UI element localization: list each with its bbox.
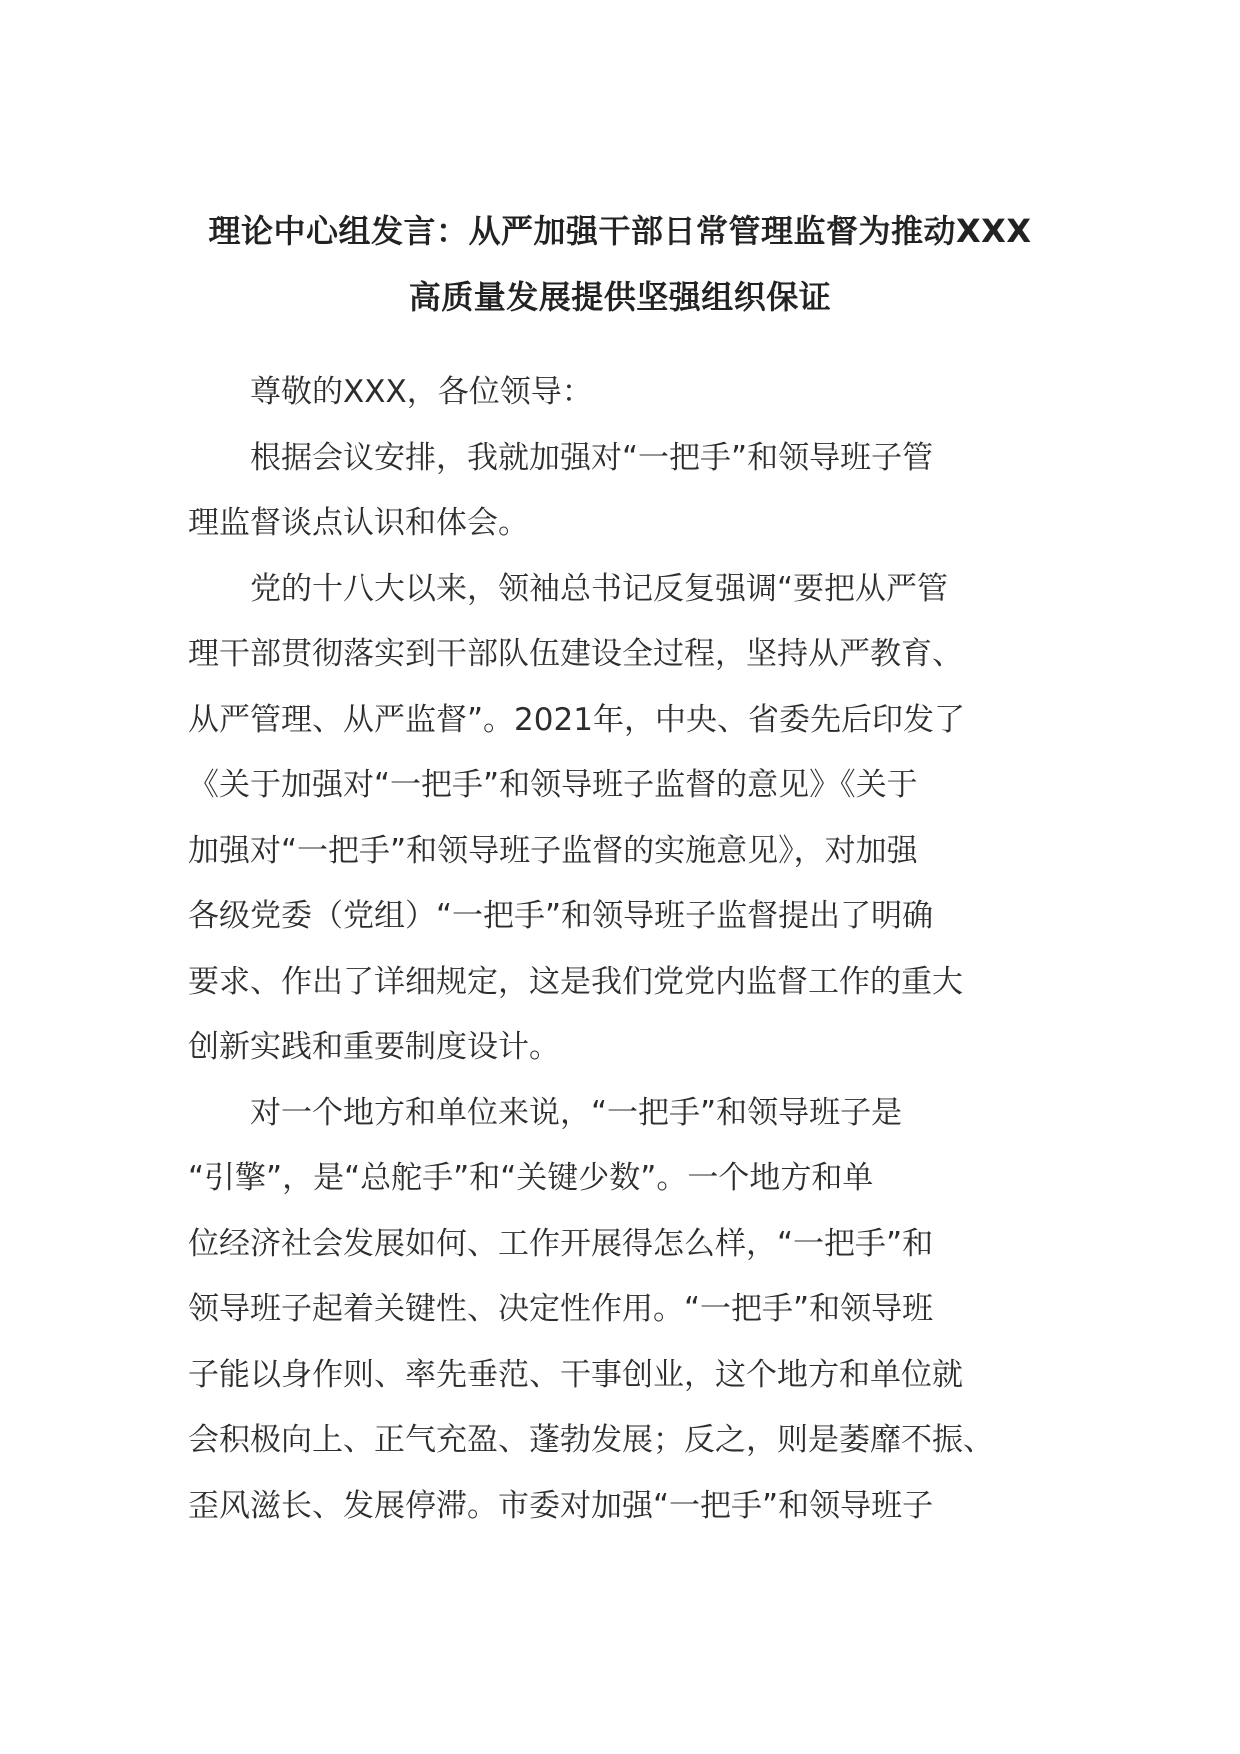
paragraph-line: “引擎”，是“总舵手”和“关键少数”。一个地方和单: [188, 1160, 874, 1196]
document-body: [188, 360, 1088, 1539]
paragraph-line: 各级党委（党组）“一把手”和领导班子监督提出了明确: [188, 898, 934, 934]
paragraph-line: 位经济社会发展如何、工作开展得怎么样，“一把手”和: [188, 1225, 934, 1262]
salutation-line: 尊敬的XXX，各位领导：: [188, 374, 593, 410]
paragraph-line: 对一个地方和单位来说，“一把手”和领导班子是: [188, 1094, 903, 1131]
title-line-1: 理论中心组发言：从严加强干部日常管理监督为推动XXX: [208, 212, 1032, 250]
paragraph-line: 理监督谈点认识和体会。: [188, 505, 529, 541]
paragraph-line: 子能以身作则、率先垂范、干事创业，这个地方和单位就: [188, 1356, 963, 1393]
title-line-2: 高质量发展提供坚强组织保证: [408, 278, 832, 316]
paragraph-line: 歪风滋长、发展停滞。市委对加强“一把手”和领导班子: [188, 1487, 934, 1524]
paragraph-line: 党的十八大以来，领袖总书记反复强调“要把从严管: [188, 570, 949, 607]
paragraph-line: 理干部贯彻落实到干部队伍建设全过程，坚持从严教育、: [188, 636, 963, 672]
paragraph-line: 要求、作出了详细规定，这是我们党党内监督工作的重大: [188, 963, 963, 1000]
paragraph-line: 会积极向上、正气充盈、蓬勃发展；反之，则是萎靡不振、: [188, 1422, 994, 1458]
paragraph-line: 加强对“一把手”和领导班子监督的实施意见》，对加强: [188, 832, 918, 869]
paragraph-line: 领导班子起着关键性、决定性作用。“一把手”和领导班: [188, 1291, 934, 1327]
paragraph-line: 创新实践和重要制度设计。: [188, 1029, 560, 1065]
paragraph-line: 根据会议安排，我就加强对“一把手”和领导班子管: [188, 439, 934, 476]
document-title: [150, 198, 1090, 330]
paragraph-line: 《关于加强对“一把手”和领导班子监督的意见》《关于: [188, 767, 918, 803]
paragraph-line: 从严管理、从严监督”。2021年，中央、省委先后印发了: [188, 701, 965, 738]
